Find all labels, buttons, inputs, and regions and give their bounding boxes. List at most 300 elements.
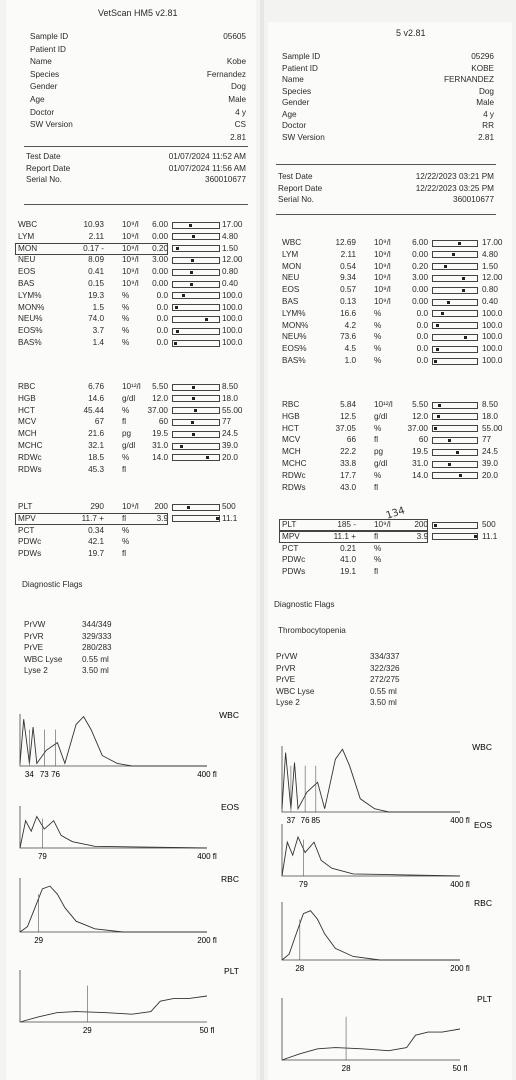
range-low: 0.00 <box>152 279 168 288</box>
histogram-axis-end-label: 400 fl <box>197 770 217 779</box>
range-low: 0.00 <box>412 285 428 295</box>
param-value: 18.5 <box>88 452 104 462</box>
range-high: 17.00 <box>222 220 243 229</box>
range-high: 20.0 <box>222 452 238 462</box>
range-marker <box>192 433 195 436</box>
range-marker <box>434 427 437 430</box>
extra-value: 272/275 <box>370 675 400 684</box>
param-name: RDWc <box>282 470 306 480</box>
range-marker <box>447 301 450 304</box>
range-bar <box>172 454 220 461</box>
histogram-plt <box>12 964 247 1034</box>
range-marker <box>194 409 197 412</box>
param-value: 4.5 <box>344 344 356 354</box>
extra-value: 0.55 ml <box>82 654 109 664</box>
date-label: Test Date <box>278 172 313 181</box>
param-name: MCV <box>282 435 301 445</box>
range-marker <box>175 306 178 309</box>
param-unit: g/dl <box>374 459 388 468</box>
range-bar <box>432 533 478 540</box>
param-value: 1.4 <box>92 338 104 347</box>
histogram-wbc <box>12 708 247 778</box>
param-unit: fl <box>374 482 379 492</box>
param-name: PDWc <box>18 537 42 547</box>
histogram-axis <box>20 970 207 1022</box>
extra-label: PrVW <box>24 620 46 629</box>
info-value: Male <box>228 95 246 104</box>
param-unit: % <box>122 314 130 324</box>
param-unit: 10⁹/l <box>374 285 391 295</box>
param-unit: % <box>122 338 130 347</box>
histogram-axis <box>282 824 460 876</box>
range-high: 4.80 <box>482 249 498 259</box>
param-value: 32.1 <box>88 441 104 450</box>
range-low: 0.20 <box>152 243 168 253</box>
range-high: 8.50 <box>482 400 498 409</box>
param-unit: g/dl <box>122 393 136 403</box>
range-bar <box>432 413 478 420</box>
range-low: 0.0 <box>416 320 428 330</box>
extra-value: 322/326 <box>370 663 400 673</box>
range-high: 55.00 <box>482 423 503 433</box>
info-value: FERNANDEZ <box>443 75 494 84</box>
param-value: 6.76 <box>88 382 104 391</box>
param-name: HGB <box>18 393 36 403</box>
range-high: 100.0 <box>222 302 243 312</box>
date-value: 12/22/2023 03:25 PM <box>415 183 494 193</box>
range-low: 14.0 <box>412 470 428 480</box>
param-unit: 10⁹/l <box>374 238 391 247</box>
range-low: 0.00 <box>412 249 428 259</box>
range-marker <box>462 277 465 280</box>
range-high: 1.50 <box>222 243 238 253</box>
range-marker <box>176 330 179 333</box>
range-high: 55.00 <box>222 405 243 415</box>
param-name: LYM% <box>282 308 306 318</box>
range-marker <box>182 294 185 297</box>
param-name: HCT <box>282 423 299 433</box>
range-marker <box>180 445 183 448</box>
param-value: 0.15 <box>88 279 104 288</box>
param-name: MCV <box>18 417 37 427</box>
param-value: 43.0 <box>340 482 356 492</box>
range-marker <box>176 247 179 250</box>
range-bar <box>432 346 478 353</box>
range-high: 500 <box>222 502 236 511</box>
range-high: 100.0 <box>482 356 503 365</box>
param-unit: 10⁹/l <box>122 220 139 229</box>
extra-label: PrVW <box>276 652 298 661</box>
range-bar <box>172 233 220 240</box>
histogram-curve <box>282 1029 460 1060</box>
extra-value: 280/283 <box>82 643 112 652</box>
range-marker <box>462 289 465 292</box>
param-name: HGB <box>282 411 300 421</box>
param-unit: % <box>122 452 130 462</box>
info-value: Male <box>476 98 494 107</box>
param-value: 4.2 <box>344 320 356 330</box>
extra-label: PrVE <box>24 643 44 652</box>
range-marker <box>448 463 451 466</box>
param-unit: fl <box>122 513 127 523</box>
param-name: MCHC <box>18 441 43 450</box>
flag-highlight <box>279 519 428 531</box>
histogram-curve <box>20 886 207 932</box>
range-marker <box>464 336 467 339</box>
range-marker <box>438 404 441 407</box>
range-high: 4.80 <box>222 231 238 241</box>
range-bar <box>172 316 220 323</box>
param-value: 0.17 - <box>83 243 104 253</box>
histogram-curve <box>20 817 207 849</box>
range-low: 60 <box>418 435 428 445</box>
param-name: RDWs <box>18 464 42 474</box>
range-marker <box>191 421 194 424</box>
range-bar <box>432 402 478 409</box>
param-name: MON <box>282 261 302 271</box>
param-name: RDWs <box>282 482 306 492</box>
date-label: Report Date <box>26 163 71 173</box>
range-high: 0.40 <box>482 297 498 306</box>
range-bar <box>432 425 478 432</box>
info-label: Patient ID <box>282 63 318 73</box>
info-label: Species <box>282 86 312 96</box>
histogram-axis <box>20 878 207 932</box>
histogram-eos <box>274 818 500 888</box>
param-name: PLT <box>18 502 33 511</box>
range-high: 24.5 <box>222 429 238 439</box>
param-name: PDWs <box>18 549 42 559</box>
range-bar <box>432 522 478 529</box>
range-high: 17.00 <box>482 238 503 247</box>
paper-gap <box>260 0 264 1080</box>
param-value: 73.6 <box>340 332 356 342</box>
param-unit: % <box>122 405 130 415</box>
histogram-marker-label: 29 <box>82 1026 92 1035</box>
range-bar <box>432 449 478 456</box>
param-unit: pg <box>374 447 384 457</box>
param-unit: 10⁹/l <box>374 273 391 283</box>
param-name: MON% <box>18 302 45 312</box>
range-low: 0.0 <box>416 356 428 365</box>
range-bar <box>432 263 478 270</box>
param-value: 5.84 <box>340 400 356 409</box>
range-bar <box>432 322 478 329</box>
param-unit: g/dl <box>374 411 388 421</box>
info-label: SW Version <box>30 120 73 130</box>
flag-highlight <box>15 243 168 255</box>
histogram-axis <box>282 902 460 960</box>
range-high: 12.00 <box>222 255 243 265</box>
param-value: 0.54 <box>340 261 356 271</box>
param-unit: % <box>374 356 382 365</box>
range-high: 11.1 <box>482 531 498 541</box>
range-high: 20.0 <box>482 470 498 480</box>
param-value: 11.1 + <box>333 531 356 541</box>
param-unit: % <box>374 423 382 433</box>
param-name: MCHC <box>282 459 307 468</box>
range-low: 0.0 <box>416 308 428 318</box>
diagnostic-flags-title: Diagnostic Flags <box>274 600 335 609</box>
param-unit: g/dl <box>122 441 136 450</box>
param-value: 16.6 <box>340 308 356 318</box>
param-unit: % <box>374 470 382 480</box>
histogram-curve <box>20 717 207 766</box>
range-high: 0.40 <box>222 279 238 288</box>
extra-value: 334/337 <box>370 652 400 661</box>
param-name: NEU% <box>282 332 307 342</box>
range-low: 19.5 <box>412 447 428 457</box>
param-value: 1.0 <box>344 356 356 365</box>
histogram-axis-end-label: 200 fl <box>197 936 217 945</box>
param-name: BAS% <box>282 356 306 365</box>
range-marker <box>187 506 190 509</box>
param-unit: 10⁹/l <box>374 520 391 529</box>
range-marker <box>191 259 194 262</box>
param-value: 21.6 <box>88 429 104 439</box>
date-value: 01/07/2024 11:56 AM <box>168 163 246 173</box>
range-bar <box>172 419 220 426</box>
param-value: 74.0 <box>88 314 104 324</box>
param-unit: 10⁹/l <box>374 297 391 306</box>
param-name: LYM <box>18 231 35 241</box>
range-bar <box>432 358 478 365</box>
histogram-wbc <box>274 740 500 824</box>
param-name: WBC <box>18 220 38 229</box>
histogram-curve <box>282 837 460 876</box>
range-bar <box>172 431 220 438</box>
histogram-curve <box>20 996 207 1022</box>
param-unit: 10⁹/l <box>122 267 139 277</box>
param-unit: fl <box>374 567 379 577</box>
param-name: LYM <box>282 249 299 259</box>
param-value: 42.1 <box>88 537 104 547</box>
range-high: 500 <box>482 520 496 529</box>
range-bar <box>172 269 220 276</box>
param-value: 1.5 <box>92 302 104 312</box>
range-low: 37.00 <box>147 405 168 415</box>
range-bar <box>172 340 220 347</box>
histogram-axis-end-label: 50 fl <box>452 1064 468 1073</box>
report-title: 5 v2.81 <box>396 28 426 38</box>
param-unit: 10⁹/l <box>122 231 139 241</box>
info-value: 2.81 <box>478 132 494 142</box>
range-high: 1.50 <box>482 261 498 271</box>
histogram-marker-label: 29 <box>34 936 44 945</box>
param-unit: 10⁹/l <box>122 502 139 511</box>
histogram-title: WBC <box>219 710 239 720</box>
range-low: 12.0 <box>412 411 428 421</box>
param-unit: 10⁹/l <box>374 249 391 259</box>
date-value: 360010677 <box>205 175 246 184</box>
range-high: 0.80 <box>222 267 238 277</box>
param-unit: fl <box>374 531 379 541</box>
range-low: 6.00 <box>412 238 428 247</box>
param-name: MPV <box>282 531 300 541</box>
range-bar <box>172 504 220 511</box>
range-bar <box>432 251 478 258</box>
histogram-title: PLT <box>477 994 492 1004</box>
range-high: 11.1 <box>222 513 238 523</box>
date-label: Serial No. <box>278 195 314 204</box>
param-unit: % <box>122 326 130 336</box>
info-label: Doctor <box>282 121 307 130</box>
range-bar <box>432 287 478 294</box>
param-name: BAS <box>282 297 299 306</box>
range-low: 3.00 <box>152 255 168 265</box>
range-bar <box>172 281 220 288</box>
range-marker <box>192 386 195 389</box>
range-marker <box>458 242 461 245</box>
range-marker <box>434 360 437 363</box>
date-value: 12/22/2023 03:21 PM <box>415 172 494 181</box>
range-high: 100.0 <box>222 314 243 324</box>
range-low: 60 <box>158 417 168 427</box>
info-value: Dog <box>478 86 494 96</box>
histogram-marker-label: 85 <box>311 816 321 825</box>
range-high: 24.5 <box>482 447 498 457</box>
param-name: NEU <box>282 273 300 283</box>
range-low: 0.0 <box>156 338 168 347</box>
range-high: 0.80 <box>482 285 498 295</box>
histogram-curve <box>282 749 460 812</box>
range-high: 100.0 <box>482 308 503 318</box>
histogram-title: EOS <box>221 802 239 812</box>
histogram-axis-end-label: 400 fl <box>450 816 470 825</box>
info-label: Name <box>282 75 304 84</box>
histogram-axis <box>20 714 207 766</box>
range-marker <box>434 524 437 527</box>
range-bar <box>172 515 220 522</box>
divider <box>276 164 496 165</box>
histogram-rbc <box>12 872 247 944</box>
range-high: 18.0 <box>222 393 238 403</box>
range-high: 100.0 <box>482 344 503 354</box>
date-label: Test Date <box>26 152 61 161</box>
range-bar <box>172 222 220 229</box>
param-name: EOS <box>282 285 300 295</box>
range-low: 14.0 <box>152 452 168 462</box>
range-marker <box>436 348 439 351</box>
param-unit: % <box>122 537 130 547</box>
param-unit: 10⁹/l <box>122 255 139 265</box>
param-unit: % <box>374 308 382 318</box>
range-marker <box>174 342 177 345</box>
extra-value: 344/349 <box>82 620 112 629</box>
histogram-axis <box>282 746 460 812</box>
info-label: Age <box>282 109 297 119</box>
param-unit: fl <box>122 464 127 474</box>
param-value: 41.0 <box>340 555 356 565</box>
date-label: Serial No. <box>26 175 62 184</box>
info-label: Gender <box>30 82 58 92</box>
histogram-marker-label: 76 <box>300 816 310 825</box>
range-high: 100.0 <box>222 290 243 300</box>
range-low: 31.0 <box>412 459 428 468</box>
histogram-curve <box>282 911 460 960</box>
param-value: 0.21 <box>340 543 356 553</box>
param-name: BAS% <box>18 338 42 347</box>
histogram-marker-label: 73 <box>39 770 49 779</box>
range-marker <box>190 271 193 274</box>
param-unit: % <box>374 320 382 330</box>
range-marker <box>452 253 455 256</box>
info-value: 2.81 <box>230 132 246 142</box>
range-low: 3.00 <box>412 273 428 283</box>
extra-value: 3.50 ml <box>82 666 109 675</box>
info-label: Name <box>30 57 52 67</box>
range-low: 0.0 <box>156 326 168 336</box>
extra-value: 329/333 <box>82 631 112 641</box>
handwritten-note: 134 <box>384 505 407 522</box>
date-value: 01/07/2024 11:52 AM <box>168 152 246 161</box>
range-bar <box>172 304 220 311</box>
param-unit: 10⁹/l <box>122 243 139 253</box>
histogram-eos <box>12 800 247 860</box>
histogram-rbc <box>274 896 500 972</box>
param-value: 11.7 + <box>81 513 104 523</box>
extra-label: PrVR <box>276 663 296 673</box>
range-marker <box>192 235 195 238</box>
param-value: 0.41 <box>88 267 104 277</box>
range-marker <box>205 318 208 321</box>
param-unit: % <box>374 555 382 565</box>
range-bar <box>172 395 220 402</box>
param-unit: % <box>122 302 130 312</box>
extra-label: Lyse 2 <box>276 698 300 707</box>
range-bar <box>432 437 478 444</box>
param-value: 67 <box>94 417 104 427</box>
extra-label: PrVR <box>24 631 44 641</box>
param-unit: 10¹²/l <box>122 382 141 391</box>
param-value: 45.3 <box>88 464 104 474</box>
param-unit: 10⁹/l <box>122 279 139 288</box>
param-name: NEU% <box>18 314 43 324</box>
diagnostic-flag: Thrombocytopenia <box>278 626 346 635</box>
range-low: 0.00 <box>412 297 428 306</box>
info-label: Sample ID <box>30 32 69 41</box>
info-value: Dog <box>230 82 246 92</box>
histogram-plt <box>274 992 500 1072</box>
extra-value: 3.50 ml <box>370 698 397 707</box>
range-low: 0.0 <box>156 302 168 312</box>
extra-value: 0.55 ml <box>370 686 397 696</box>
range-bar <box>432 299 478 306</box>
param-value: 19.3 <box>88 290 104 300</box>
param-value: 0.34 <box>88 525 104 535</box>
info-value: Fernandez <box>206 69 246 79</box>
range-high: 8.50 <box>222 382 238 391</box>
range-high: 18.0 <box>482 411 498 421</box>
param-name: PLT <box>282 520 297 529</box>
histogram-marker-label: 28 <box>295 964 305 973</box>
param-name: EOS% <box>282 344 307 354</box>
receipt-2023-12-22 <box>268 22 512 1080</box>
range-low: 0.20 <box>412 261 428 271</box>
param-name: LYM% <box>18 290 42 300</box>
param-value: 290 <box>90 502 104 511</box>
date-label: Report Date <box>278 183 323 193</box>
receipt-2024-01-07 <box>6 0 256 1080</box>
param-unit: fl <box>122 549 127 559</box>
report-title: VetScan HM5 v2.81 <box>98 8 178 18</box>
divider <box>24 146 248 147</box>
info-value: 4 y <box>483 109 494 119</box>
param-value: 12.69 <box>335 238 356 247</box>
range-low: 0.0 <box>416 344 428 354</box>
range-low: 0.0 <box>156 290 168 300</box>
histogram-marker-label: 79 <box>37 852 47 861</box>
